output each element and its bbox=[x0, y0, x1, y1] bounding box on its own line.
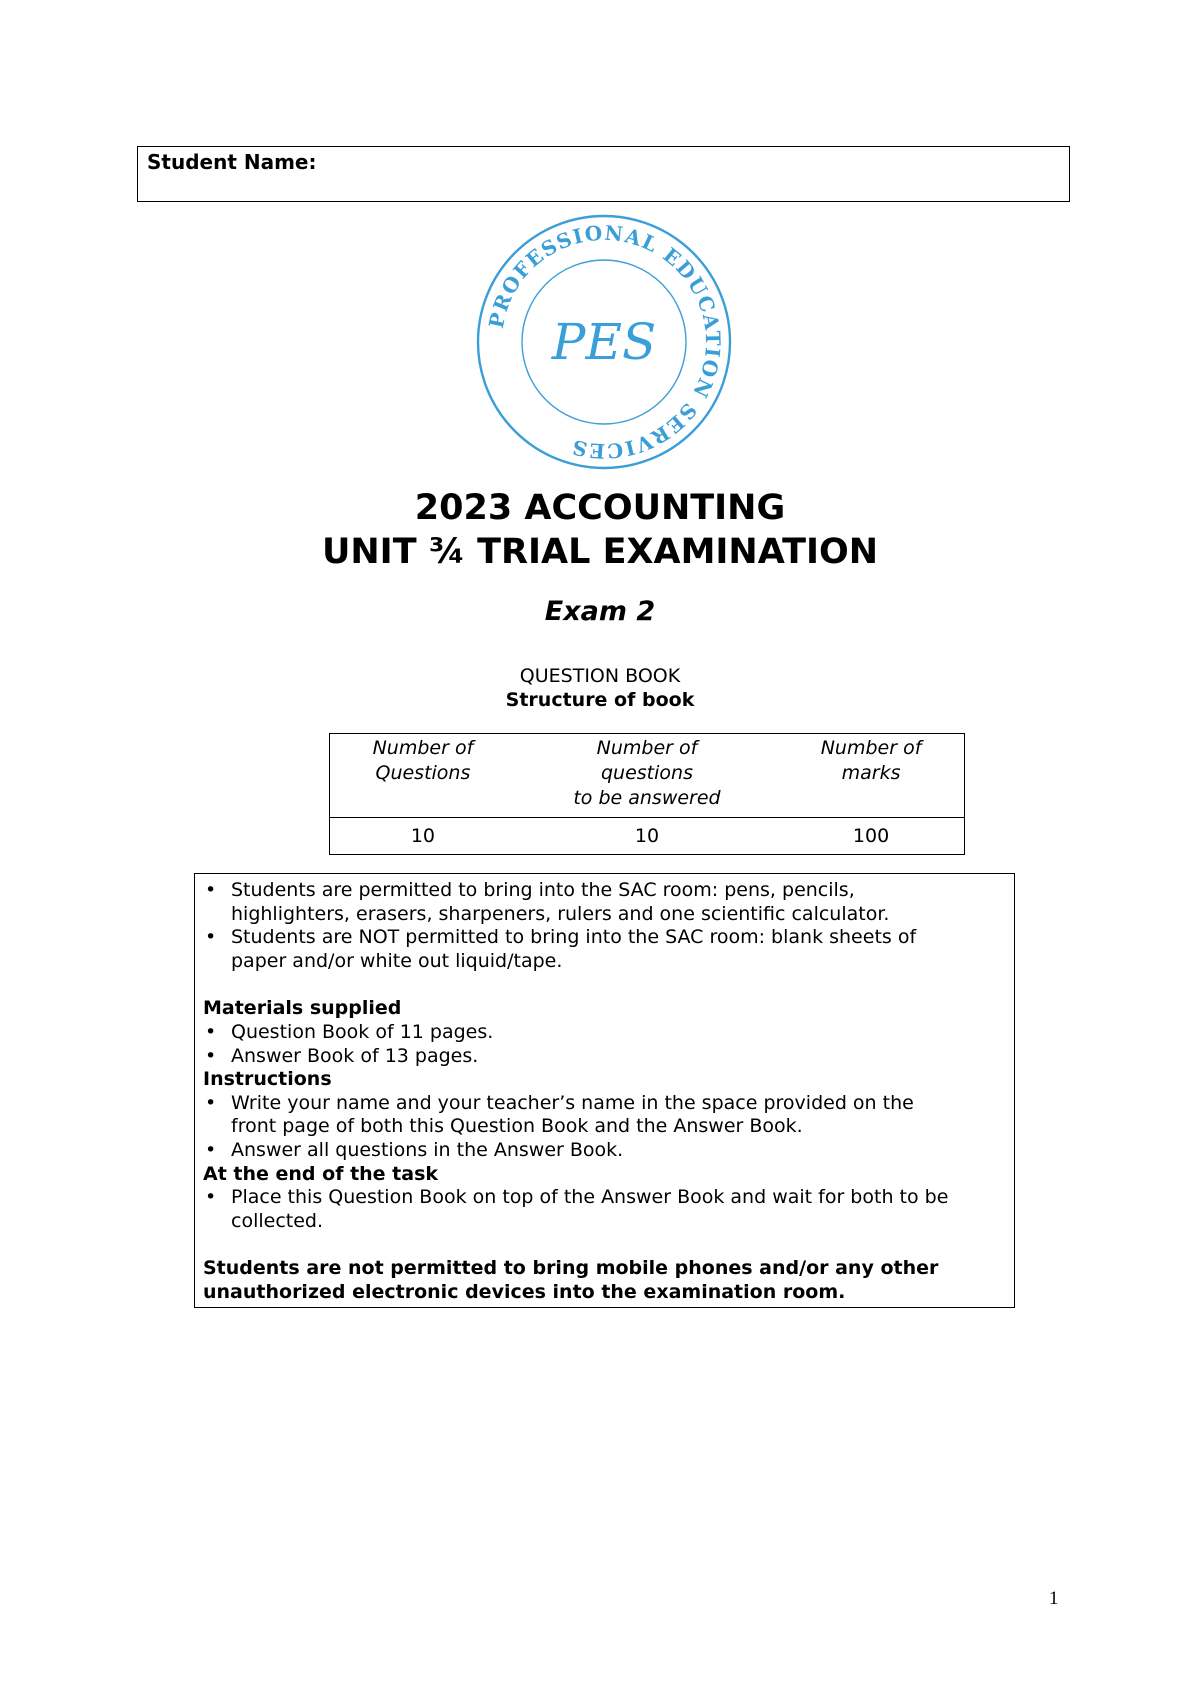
column-header-questions: Number of Questions bbox=[330, 734, 516, 818]
student-name-field[interactable] bbox=[137, 146, 1070, 202]
question-book-heading: QUESTION BOOK bbox=[519, 665, 681, 687]
pes-monogram: PES bbox=[551, 313, 657, 371]
instructions-heading: Instructions bbox=[203, 1068, 332, 1091]
list-item: • Question Book of 11 pages. bbox=[203, 1021, 1006, 1045]
cell-marks: 100 bbox=[778, 818, 964, 855]
structure-table bbox=[329, 733, 965, 855]
list-item: • Answer Book of 13 pages. bbox=[203, 1045, 1006, 1069]
page-number: 1 bbox=[1049, 1588, 1059, 1609]
column-header-answered: Number of questions to be answered bbox=[516, 734, 778, 818]
permitted-list bbox=[203, 879, 1006, 973]
list-item: • Answer all questions in the Answer Book. bbox=[203, 1139, 1006, 1163]
list-item: • Place this Question Book on top of the Answer Book and wait for both to be collected. bbox=[203, 1186, 1006, 1233]
list-item: • Students are permitted to bring into the SAC room: pens, pencils, highlighters, erasers, sharpeners, rulers and one scientific calculator. bbox=[203, 879, 1006, 926]
table-row bbox=[330, 818, 965, 855]
exam-number: Exam 2 bbox=[544, 596, 656, 627]
materials-heading: Materials supplied bbox=[203, 997, 402, 1020]
instructions-list bbox=[203, 1092, 1006, 1163]
structure-heading: Structure of book bbox=[505, 689, 695, 711]
exam-title-line2: UNIT ¾ TRIAL EXAMINATION bbox=[321, 532, 879, 572]
cell-questions: 10 bbox=[330, 818, 516, 855]
mobile-phone-warning: Students are not permitted to bring mobile phones and/or any other unauthorized electronic devices into the examination room. bbox=[203, 1257, 939, 1303]
student-name-label: Student Name: bbox=[147, 150, 317, 174]
end-of-task-list bbox=[203, 1186, 1006, 1233]
cell-answered: 10 bbox=[516, 818, 778, 855]
list-item: • Students are NOT permitted to bring into the SAC room: blank sheets of paper and/or white out liquid/tape. bbox=[203, 926, 1006, 973]
list-item: • Write your name and your teacher’s name in the space provided on the front page of both this Question Book and the Answer Book. bbox=[203, 1092, 1006, 1139]
rules-box bbox=[194, 873, 1015, 1308]
pes-logo-icon bbox=[462, 212, 746, 472]
exam-title-line1: 2023 ACCOUNTING bbox=[414, 488, 786, 528]
end-of-task-heading: At the end of the task bbox=[203, 1162, 439, 1185]
materials-list bbox=[203, 1021, 1006, 1068]
svg-text:PROFESSIONAL EDUCATION SERVICE: PROFESSIONAL EDUCATION SERVICES bbox=[483, 220, 726, 464]
column-header-marks: Number of marks bbox=[778, 734, 964, 818]
pes-logo bbox=[462, 212, 746, 472]
